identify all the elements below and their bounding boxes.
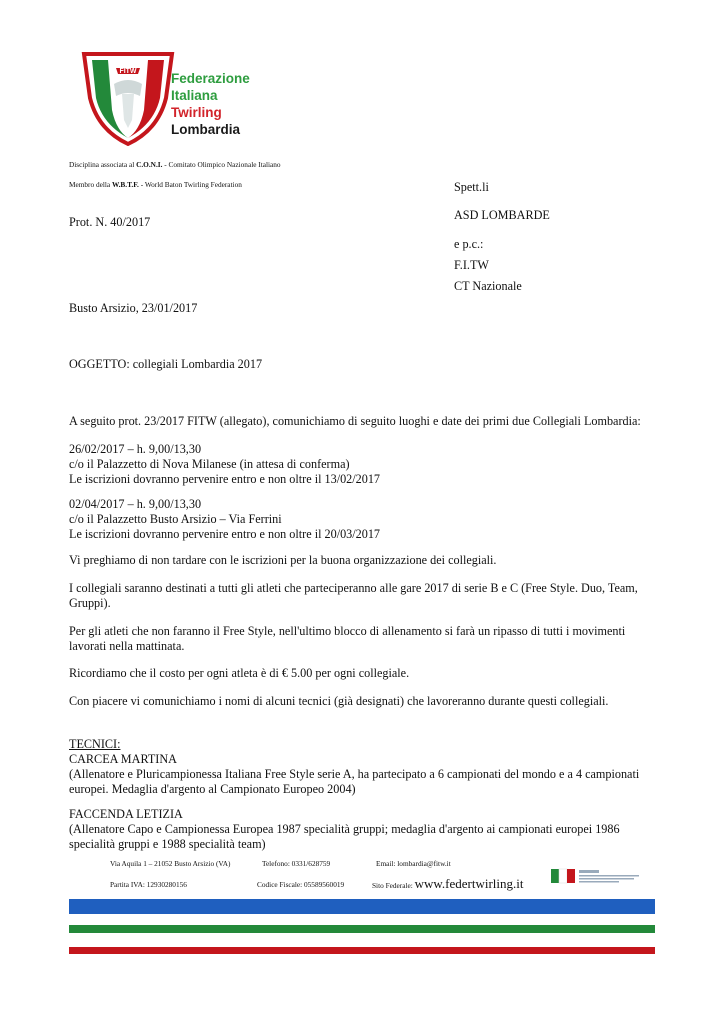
footer-band-green <box>69 925 655 933</box>
session-1-deadline: Le iscrizioni dovranno pervenire entro e non oltre il 13/02/2017 <box>69 472 381 486</box>
session-1 <box>69 442 669 487</box>
brand-line-1: Federazione <box>171 71 250 86</box>
session-2-deadline: Le iscrizioni dovranno pervenire entro e non oltre il 20/03/2017 <box>69 527 381 541</box>
brand-line-3: Twirling <box>171 105 222 120</box>
footer-tax-code: Codice Fiscale: 05589560019 <box>257 880 345 889</box>
logo-text: FITW <box>119 68 137 75</box>
paragraph-5-line: Con piacere vi comunichiamo i nomi di alcuni tecnici (già designati) che lavoreranno durante questi collegiali. <box>69 694 609 708</box>
footer-address: Via Aquila 1 – 21052 Busto Arsizio (VA) <box>110 859 231 868</box>
paragraph-1-line: Vi preghiamo di non tardare con le iscrizioni per la buona organizzazione dei collegiali. <box>69 553 497 567</box>
affiliation-coni-prefix: Disciplina associata al <box>69 160 137 169</box>
paragraph-3 <box>69 624 669 654</box>
intro-line: A seguito prot. 23/2017 FITW (allegato), comunichiamo di seguito luoghi e date dei primi due Collegiali Lombardia: <box>69 414 641 428</box>
tecnico-2-bio-2: specialità gruppi e 1988 specialità team) <box>69 837 266 851</box>
session-2-venue: c/o il Palazzetto Busto Arsizio – Via Ferrini <box>69 512 282 526</box>
recipient-2: ASD LOMBARDE <box>454 208 550 222</box>
paragraph-2-line-2: Gruppi). <box>69 596 111 610</box>
recipient-1: Spett.li <box>454 180 489 194</box>
footer-band-blue <box>69 899 655 914</box>
footer-phone: Telefono: 0331/628759 <box>262 859 331 868</box>
subject-line: OGGETTO: collegiali Lombardia 2017 <box>69 357 263 371</box>
affiliation-coni-suffix: - Comitato Olimpico Nazionale Italiano <box>162 160 281 169</box>
affiliation-wbtf <box>69 180 242 189</box>
brand-line-4: Lombardia <box>171 122 241 137</box>
tecnici-title: TECNICI: <box>69 737 121 751</box>
tecnico-1-bio-1: (Allenatore e Pluricampionessa Italiana Free Style serie A, ha partecipato a 6 campionati del mondo e a 4 campionati <box>69 767 640 781</box>
tecnico-1-name: CARCEA MARTINA <box>69 752 177 766</box>
footer-band-red <box>69 947 655 954</box>
affiliation-coni <box>69 160 281 169</box>
footer-vat: Partita IVA: 12930280156 <box>110 880 187 889</box>
paragraph-2-line-1: I collegiali saranno destinati a tutti gli atleti che parteciperanno alle gare 2017 di serie B e C (Free Style. Duo, Team, <box>69 581 638 595</box>
session-1-date: 26/02/2017 – h. 9,00/13,30 <box>69 442 202 456</box>
recipient-4: F.I.TW <box>454 258 489 272</box>
paragraph-4 <box>69 666 669 681</box>
paragraph-1 <box>69 553 669 568</box>
paragraph-4-line: Ricordiamo che il costo per ogni atleta è di € 5.00 per ogni collegiale. <box>69 666 410 680</box>
session-2-date: 02/04/2017 – h. 9,00/13,30 <box>69 497 202 511</box>
place-date: Busto Arsizio, 23/01/2017 <box>69 301 198 315</box>
paragraph-3-line-1: Per gli atleti che non faranno il Free Style, nell'ultimo blocco di allenamento si farà un ripasso di tutti i movimenti <box>69 624 626 638</box>
intro-paragraph <box>69 414 669 429</box>
affiliation-wbtf-suffix: - World Baton Twirling Federation <box>138 180 242 189</box>
affiliation-wbtf-prefix: Membro della <box>69 180 112 189</box>
footer-site <box>372 875 523 893</box>
paragraph-2 <box>69 581 669 611</box>
protocol-number: Prot. N. 40/2017 <box>69 215 151 229</box>
affiliation-wbtf-bold: W.B.T.F. <box>111 180 139 189</box>
fitw-logo <box>78 50 178 146</box>
tecnico-2-name: FACCENDA LETIZIA <box>69 807 183 821</box>
coni-flag-icon <box>551 866 647 888</box>
fitw-shield-icon <box>78 50 178 146</box>
session-2 <box>69 497 669 542</box>
paragraph-5 <box>69 694 669 709</box>
session-1-venue: c/o il Palazzetto di Nova Milanese (in attesa di conferma) <box>69 457 350 471</box>
tecnico-2 <box>69 807 669 852</box>
coni-logo <box>551 866 647 888</box>
footer-site-link[interactable]: www.federtwirling.it <box>414 876 524 891</box>
tecnici-section <box>69 737 669 797</box>
footer-email: Email: lombardia@fitw.it <box>376 859 451 868</box>
recipient-5: CT Nazionale <box>454 279 522 293</box>
recipient-3: e p.c.: <box>454 237 484 251</box>
tecnico-2-bio-1: (Allenatore Capo e Campionessa Europea 1987 specialità gruppi; medaglia d'argento ai campionati europei 1986 <box>69 822 620 836</box>
paragraph-3-line-2: lavorati nella mattinata. <box>69 639 185 653</box>
tecnico-1-bio-2: europei. Medaglia d'argento al Campionato Europeo 2004) <box>69 782 356 796</box>
affiliation-coni-bold: C.O.N.I. <box>136 160 163 169</box>
brand-name <box>171 70 250 138</box>
brand-line-2: Italiana <box>171 88 218 103</box>
footer-site-label: Sito Federale: <box>372 881 415 890</box>
